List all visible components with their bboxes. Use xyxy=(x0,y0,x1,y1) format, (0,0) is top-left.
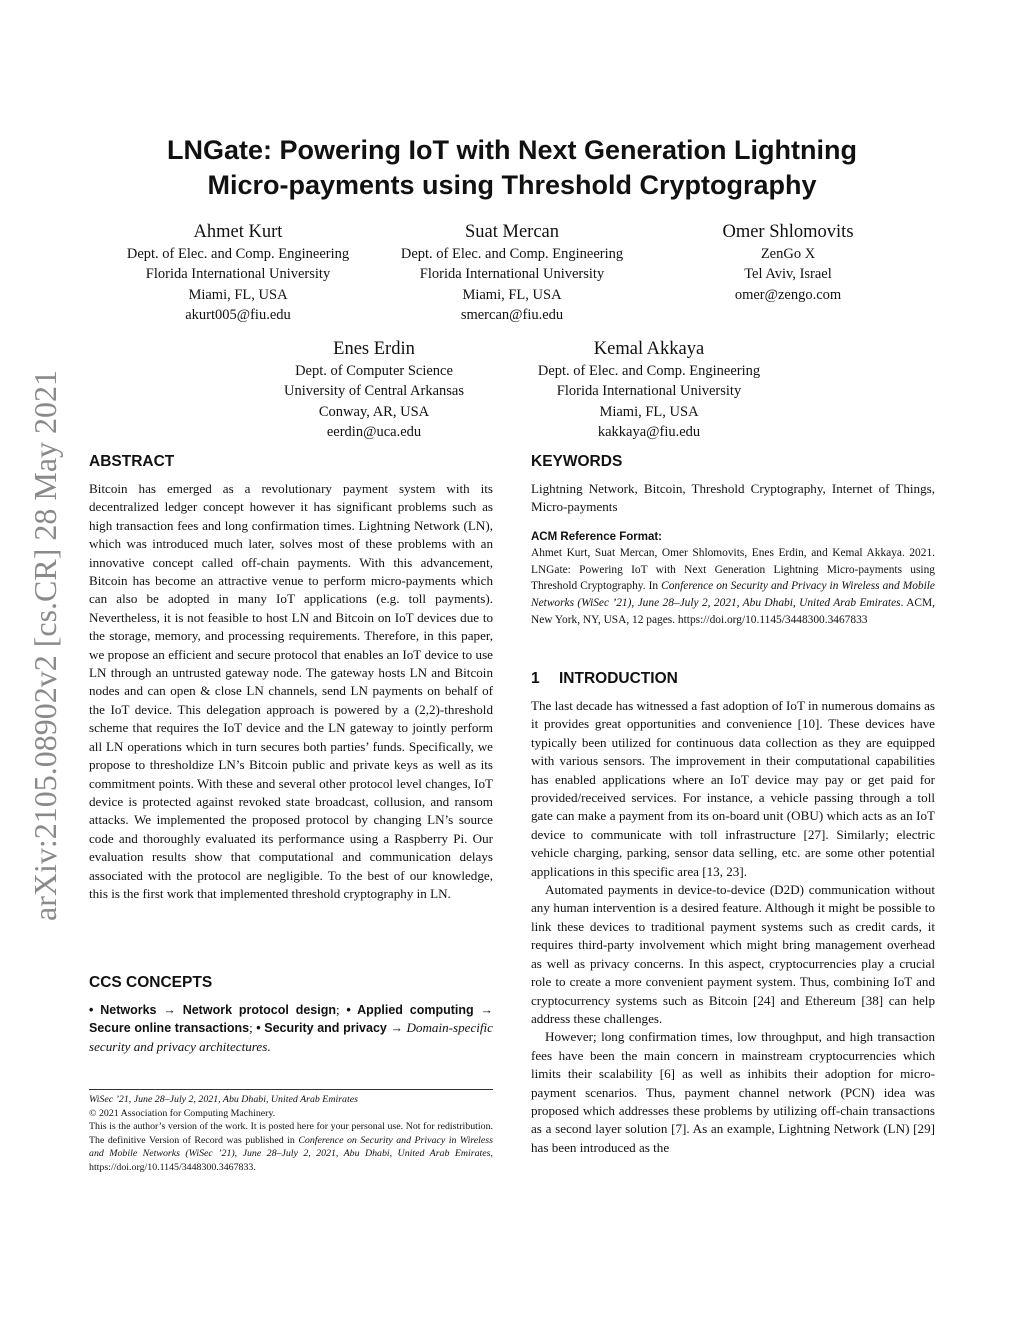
section-title: INTRODUCTION xyxy=(559,670,678,687)
keywords-heading: KEYWORDS xyxy=(531,453,623,470)
ccs-heading: CCS CONCEPTS xyxy=(89,974,213,991)
abstract-section xyxy=(89,452,493,903)
intro-paragraph: Automated payments in device-to-device (D2D) communication without any human intervention is a desired feature. Although it might be possible to link these devices to traditional payment systems such as credit cards, it requires third-party involvement which might bring management overhead as well as privacy concerns. In this aspect, cryptocurrencies play a crucial role to create a more convenient payment system. Thus, combining IoT and cryptocurrency systems such as Bitcoin [24] and Ethereum [38] can help address these challenges. xyxy=(531,882,935,1026)
author-org: University of Central Arkansas xyxy=(283,383,464,400)
author-email: smercan@fiu.edu xyxy=(460,306,564,323)
author-block xyxy=(374,221,650,325)
ccs-concepts xyxy=(89,1001,493,1056)
footnote-doi: , https://doi.org/10.1145/3448300.3467833. xyxy=(89,1148,493,1173)
author-dept: Dept. of Elec. and Comp. Engineering xyxy=(537,363,761,379)
author-location: Conway, AR, USA xyxy=(318,403,430,420)
keywords-text: Lightning Network, Bitcoin, Threshold Cryptography, Internet of Things, Micro-payments xyxy=(531,481,935,515)
keywords-section xyxy=(531,452,935,629)
ccs-concept: • Applied computing → Secure online transactions xyxy=(89,1003,493,1036)
footnote-venue: WiSec ’21, June 28–July 2, 2021, Abu Dhabi, United Arab Emirates xyxy=(89,1094,358,1105)
author-name: Omer Shlomovits xyxy=(722,222,854,242)
author-dept: Dept. of Elec. and Comp. Engineering xyxy=(126,246,350,262)
ccs-end: . xyxy=(267,1038,271,1054)
author-location: Miami, FL, USA xyxy=(462,286,562,303)
title-line-2: Micro-payments using Threshold Cryptography xyxy=(207,170,817,200)
author-dept: Dept. of Computer Science xyxy=(295,363,453,379)
author-block xyxy=(100,221,376,325)
ccs-separator: ; xyxy=(336,1002,347,1017)
introduction-heading xyxy=(531,669,935,689)
author-email: kakkaya@fiu.edu xyxy=(597,423,701,440)
ccs-concept-italic: Domain-specific security and privacy architectures xyxy=(89,1020,493,1054)
author-email: eerdin@uca.edu xyxy=(326,423,422,440)
author-name: Enes Erdin xyxy=(333,339,415,359)
footnote-text: This is the author’s version of the work. It is posted here for your personal use. Not for redistribution. The definitive Version of Record was published in xyxy=(89,1121,493,1146)
ccs-concept: • Security and privacy → xyxy=(256,1021,403,1036)
acm-reference-heading: ACM Reference Format: xyxy=(531,530,662,543)
acm-reference-part: . ACM, New York, NY, USA, 12 pages. https://doi.org/10.1145/3448300.3467833 xyxy=(531,597,935,626)
footnote-notice xyxy=(89,1120,493,1174)
author-name: Suat Mercan xyxy=(464,222,559,242)
acm-reference-text xyxy=(531,545,935,629)
acm-reference-part: Ahmet Kurt, Suat Mercan, Omer Shlomovits, Enes Erdin, and Kemal Akkaya. 2021. LNGate: Powering IoT with Next Generation Lightning Micro-payments using Threshold Cryptography. In xyxy=(531,546,935,593)
author-dept: Dept. of Elec. and Comp. Engineering xyxy=(400,246,624,262)
intro-paragraph: The last decade has witnessed a fast adoption of IoT in numerous domains as it provides great opportunities and convenience [10]. These devices have typically been utilized for continuous data collection as they are equipped with various sensors. The improvement in their computational capabilities has enabled applications where an IoT device may pay or get paid for provided/received services. For instance, a vehicle passing through a toll gate can make a payment from its on-board unit (OBU) which acts as an IoT device to communicate with toll infrastructure [27]. Similarly; electric vehicle charging, parking, sensor data selling, etc. are some other potential applications in this specific area [13, 23]. xyxy=(531,698,935,879)
acm-reference-venue: Conference on Security and Privacy in Wireless and Mobile Networks (WiSec ’21), June 28–July 2, 2021, Abu Dhabi, United Arab Emirates xyxy=(531,580,935,610)
footnote-venue-italic: Conference on Security and Privacy in Wireless and Mobile Networks (WiSec ’21), June 28–July 2, 2021, Abu Dhabi, United Arab Emirates xyxy=(89,1134,493,1160)
ccs-section xyxy=(89,973,493,1056)
author-org: Florida International University xyxy=(145,266,331,283)
introduction-section xyxy=(531,669,935,1157)
intro-paragraph: However; long confirmation times, low throughput, and high transaction fees have been the main concern in mainstream cryptocurrencies which limits their scalability [6] as well as inhibits their adoption for micro-payment scenarios. Thus, payment channel network (PCN) idea was proposed which addresses these problems by utilizing off-chain transactions as a second layer solution [7]. As an example, Lightning Network (LN) [29] has been introduced as the xyxy=(531,1029,935,1155)
paper-title xyxy=(100,133,924,203)
author-block xyxy=(650,221,926,305)
author-location: Miami, FL, USA xyxy=(188,286,288,303)
author-dept: ZenGo X xyxy=(760,246,816,262)
ccs-concept: • Networks → Network protocol design xyxy=(89,1003,337,1017)
title-line-1: LNGate: Powering IoT with Next Generation Lightning xyxy=(166,135,857,165)
abstract-text: Bitcoin has emerged as a revolutionary payment system with its decentralized ledger concept however it has significant problems such as high transaction fees and long confirmation times. Lightning Network (LN), which was introduced much later, solves most of these problems with an innovative concept called off-chain payments. With this advancement, Bitcoin has become an attractive venue to perform micro-payments which can also be adopted in many IoT applications (e.g. toll payments). Nevertheless, it is not feasible to host LN and Bitcoin on IoT devices due to the storage, memory, and processing requirements. Therefore, in this paper, we propose an efficient and secure protocol that enables an IoT device to use LN through an untrusted gateway node. The gateway hosts LN and Bitcoin nodes and can open & close LN channels, send LN payments on behalf of the IoT device. This delegation approach is powered by a (2,2)-threshold scheme that requires the IoT device and the LN gateway to jointly perform all LN operations which in turn secures both parties’ funds. Specifically, we propose to thresholdize LN’s Bitcoin public and private keys as well as its commitment points. With these and several other protocol level changes, IoT device is protected against revoked state broadcast, collusion, and ransom attacks. We implemented the proposed protocol by changing LN’s source code and thoroughly evaluated its performance using a Raspberry Pi. Our evaluation results show that computational and communication delays associated with the protocol are negligible. To the best of our knowledge, this is the first work that implemented threshold cryptography in LN. xyxy=(89,481,493,901)
footnote xyxy=(89,1089,493,1175)
author-org: Tel Aviv, Israel xyxy=(744,266,832,283)
author-name: Kemal Akkaya xyxy=(593,339,705,359)
author-org: Florida International University xyxy=(556,383,742,400)
author-org: Florida International University xyxy=(419,266,605,283)
author-block xyxy=(511,338,787,442)
author-location: Miami, FL, USA xyxy=(599,403,699,420)
section-number: 1 xyxy=(531,670,540,687)
ccs-separator: ; xyxy=(249,1020,257,1036)
author-email: akurt005@fiu.edu xyxy=(185,306,291,323)
author-email: omer@zengo.com xyxy=(734,286,842,303)
footnote-copyright: © 2021 Association for Computing Machinery. xyxy=(89,1107,276,1119)
abstract-heading: ABSTRACT xyxy=(89,453,175,470)
author-name: Ahmet Kurt xyxy=(193,222,283,242)
author-block xyxy=(236,338,512,442)
arxiv-identifier: arXiv:2105.08902v2 [cs.CR] 28 May 2021 xyxy=(27,369,63,921)
